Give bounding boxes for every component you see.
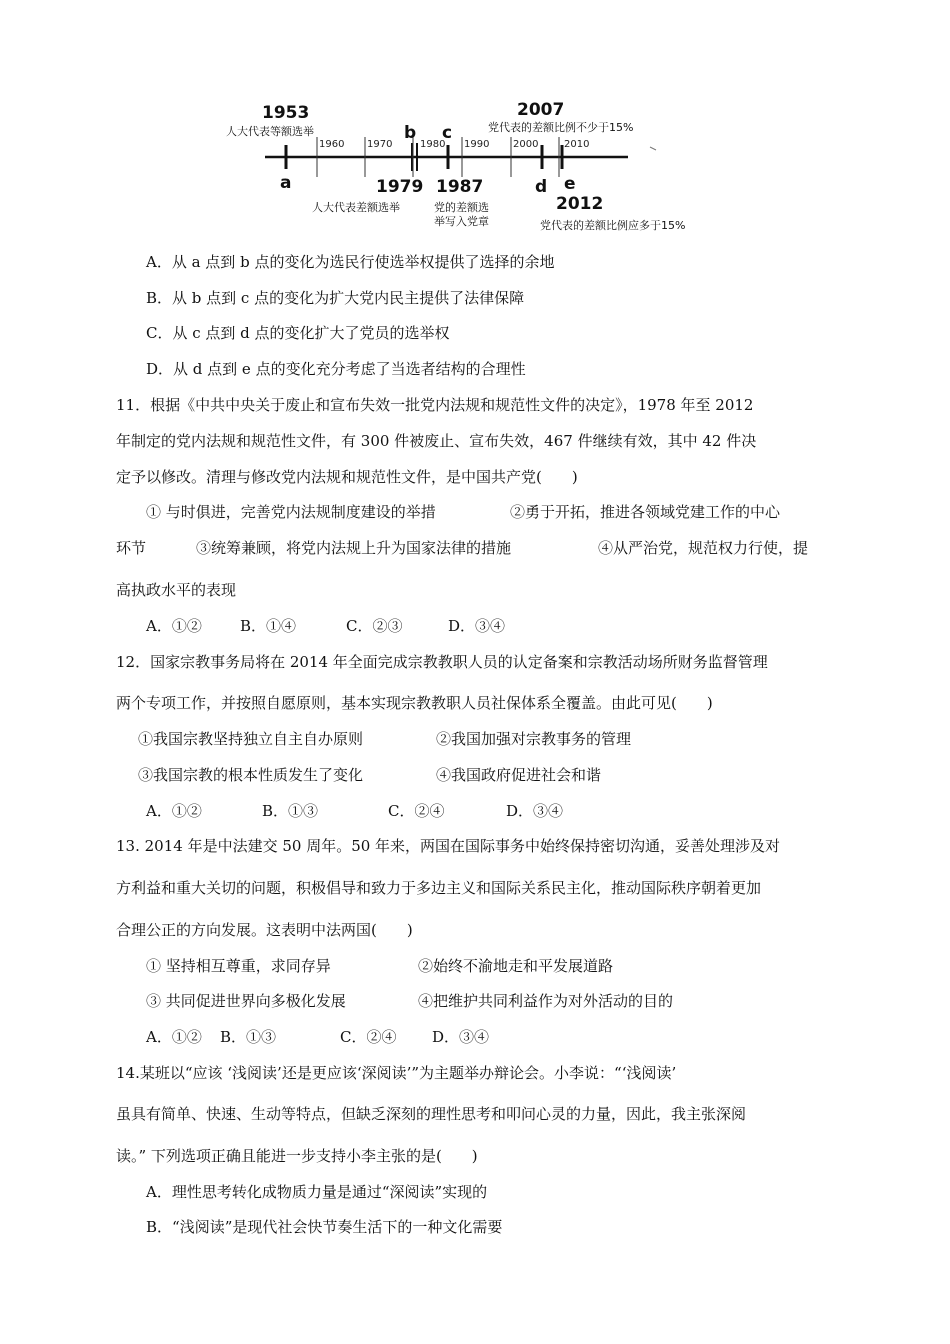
tick-label-2000: 2000 [513,139,539,150]
q13-option-b: B．①③ [220,1028,277,1046]
q11-options [146,616,546,636]
tick-label-1990: 1990 [464,139,490,150]
label-1987-line1: 党的差额选 [434,201,489,214]
letter-a: a [280,173,292,193]
q11-option-a: A．①② [146,617,202,635]
q12-statement-1: ①我国宗教坚持独立自主自办原则 [138,730,364,748]
letter-d: d [535,177,548,197]
q13-stem-line1: 13. 2014 年是中法建交 50 周年。50 年来，两国在国际事务中始终保持密切沟通，妥善处理涉及对 [116,837,781,855]
q11-option-d: D．③④ [448,617,506,635]
year-1979: 1979 [376,177,424,197]
q13-statement-2: ②始终不渝地走和平发展道路 [418,957,614,975]
q13-stem-line2: 方利益和重大关切的问题，积极倡导和致力于多边主义和国际关系民主化，推动国际秩序朝着更加 [116,879,762,897]
tick-label-2010: 2010 [564,139,590,150]
label-2012: 党代表的差额比例应多于15% [540,219,686,232]
q12-stem-line2: 两个专项工作，并按照自愿原则，基本实现宗教教职人员社保体系全覆盖。由此可见( ) [116,694,713,712]
q14-stem-line2: 虽具有简单、快速、生动等特点，但缺乏深刻的理性思考和叩问心灵的力量，因此，我主张深阅 [116,1105,747,1123]
q11-stem-line3: 定予以修改。清理与修改党内法规和规范性文件，是中国共产党( ) [116,468,578,486]
q12-statement-4: ④我国政府促进社会和谐 [436,766,602,784]
q12-stem-line1: 12．国家宗教事务局将在 2014 年全面完成宗教教职人员的认定备案和宗教活动场所财务监督管理 [116,653,768,671]
q12-option-b: B．①③ [262,802,319,820]
q11-statement-2: ②勇于开拓，推进各领域党建工作的中心 [510,503,781,521]
letter-c: c [442,123,453,143]
q13-stem-line3: 合理公正的方向发展。这表明中法两国( ) [116,921,413,939]
tick-label-1980: 1980 [420,139,446,150]
label-2007: 党代表的差额比例不少于15% [488,121,634,134]
letter-b: b [404,123,417,143]
q10-option-d: D．从 d 点到 e 点的变化充分考虑了当选者结构的合理性 [146,360,526,378]
q13-option-c: C．②④ [340,1028,397,1046]
letter-e: e [564,174,576,194]
label-1987-line2: 举写入党章 [434,215,489,228]
q11-statement-3: ③统筹兼顾，将党内法规上升为国家法律的措施 [196,539,512,557]
q12-options [146,801,606,821]
label-1953: 人大代表等额选举 [226,125,314,138]
year-2007: 2007 [517,100,565,120]
q13-option-d: D．③④ [432,1028,490,1046]
q11-option-b: B．①④ [240,617,297,635]
q11-stem-line2: 年制定的党内法规和规范性文件，有 300 件被废止、宣布失效，467 件继续有效，其中 42 件决 [116,432,757,450]
q13-statement-1: ① 坚持相互尊重，求同存异 [146,957,331,975]
q13-statement-4: ④把维护共同利益作为对外活动的目的 [418,992,674,1010]
q14-option-b: B．“浅阅读”是现代社会快节奏生活下的一种文化需要 [146,1218,503,1236]
year-1987: 1987 [436,177,484,197]
q12-option-d: D．③④ [506,802,564,820]
tick-label-1960: 1960 [319,139,345,150]
q11-statement-4-cont: 高执政水平的表现 [116,581,237,599]
q10-option-b: B．从 b 点到 c 点的变化为扩大党内民主提供了法律保障 [146,289,525,307]
q11-stem-line1: 11．根据《中共中央关于废止和宣布失效一批党内法规和规范性文件的决定》，1978 年至 2012 [116,396,754,414]
tick-label-1970: 1970 [367,139,393,150]
q10-option-a: A．从 a 点到 b 点的变化为选民行使选举权提供了选择的余地 [146,253,555,271]
q11-option-c: C．②③ [346,617,403,635]
q10-option-c: C．从 c 点到 d 点的变化扩大了党员的选举权 [146,324,450,342]
stray-mark [650,147,656,150]
q13-option-a: A．①② [146,1028,202,1046]
q11-statement-2-cont: 环节 [116,539,147,557]
label-1979: 人大代表差额选举 [312,201,400,214]
q14-stem-line1: 14.某班以“应该 ‘浅阅读’还是更应该‘深阅读’”为主题举办辩论会。小李说：“‘浅阅读’ [116,1064,677,1082]
q12-statement-3: ③我国宗教的根本性质发生了变化 [138,766,364,784]
q13-options [146,1027,546,1047]
q11-statement-4: ④从严治党，规范权力行使，提 [598,539,809,557]
q14-stem-line3: 读。” 下列选项正确且能进一步支持小李主张的是( ) [116,1147,478,1165]
q12-option-a: A．①② [146,802,202,820]
q11-statement-1: ① 与时俱进，完善党内法规制度建设的举措 [146,503,436,521]
q12-option-c: C．②④ [388,802,445,820]
year-1953: 1953 [262,103,310,123]
year-2012: 2012 [556,194,604,214]
q14-option-a: A．理性思考转化成物质力量是通过“深阅读”实现的 [146,1183,488,1201]
election-timeline-figure [220,95,750,245]
q13-statement-3: ③ 共同促进世界向多极化发展 [146,992,346,1010]
q12-statement-2: ②我国加强对宗教事务的管理 [436,730,632,748]
